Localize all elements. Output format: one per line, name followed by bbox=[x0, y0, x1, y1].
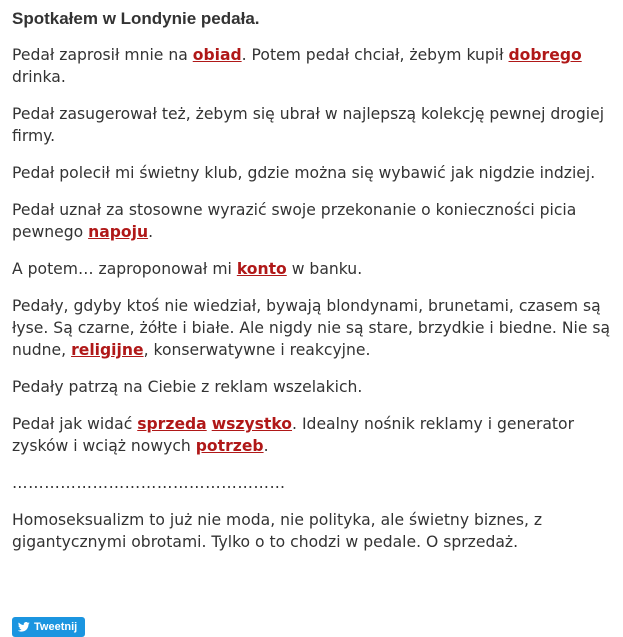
separator: …………………………………………… bbox=[12, 474, 286, 492]
paragraph-2: Pedał zasugerował też, żebym się ubrał w najlepszą kolekcję pewnej drogiej firmy. bbox=[12, 105, 605, 145]
keyword-link[interactable]: sprzeda bbox=[137, 415, 207, 433]
keyword-link[interactable]: religijne bbox=[71, 341, 144, 359]
text: . bbox=[263, 437, 269, 455]
keyword-link[interactable]: obiad bbox=[192, 46, 242, 64]
keyword-link[interactable]: wszystko bbox=[211, 415, 293, 433]
keyword-link[interactable]: napoju bbox=[88, 223, 149, 241]
text: Pedał jak widać bbox=[12, 415, 138, 433]
paragraph-1 bbox=[12, 44, 612, 88]
text: . bbox=[148, 223, 154, 241]
text: Pedały, gdyby ktoś nie wiedział, bywają blondynami, brunetami, czasem są łyse. Są czarne, żółte i białe. Ale nigdy nie są stare, brzydkie i biedne. Nie są nudne, bbox=[12, 297, 611, 359]
paragraph-7: Pedały patrzą na Ciebie z reklam wszelakich. bbox=[12, 378, 363, 396]
paragraph-9: Homoseksualizm to już nie moda, nie polityka, ale świetny biznes, z gigantycznymi obrotami. Tylko o to chodzi w pedale. O sprzedaż. bbox=[12, 511, 543, 551]
text: Pedał uznał za stosowne wyrazić swoje przekonanie o konieczności picia pewnego bbox=[12, 201, 577, 241]
paragraph-4 bbox=[12, 199, 612, 243]
paragraph-5 bbox=[12, 258, 612, 280]
text: A potem… zaproponował mi bbox=[12, 260, 237, 278]
text: , konserwatywne i reakcyjne. bbox=[143, 341, 371, 359]
text: . Potem pedał chciał, żebym kupił bbox=[241, 46, 509, 64]
tweet-button[interactable] bbox=[12, 617, 85, 637]
text: drinka. bbox=[12, 68, 66, 86]
paragraph-3: Pedał polecił mi świetny klub, gdzie można się wybawić jak nigdzie indziej. bbox=[12, 164, 596, 182]
text: w banku. bbox=[286, 260, 363, 278]
text: . Idealny nośnik reklamy i generator zysków i wciąż nowych bbox=[12, 415, 574, 455]
paragraph-8 bbox=[12, 413, 612, 457]
text: Pedał zaprosił mnie na bbox=[12, 46, 193, 64]
keyword-link[interactable]: potrzeb bbox=[195, 437, 264, 455]
keyword-link[interactable]: konto bbox=[236, 260, 287, 278]
keyword-link[interactable]: dobrego bbox=[508, 46, 582, 64]
tweet-label: Tweetnij bbox=[34, 621, 78, 633]
paragraph-6 bbox=[12, 295, 612, 361]
article-title: Spotkałem w Londynie pedała. bbox=[12, 9, 260, 28]
